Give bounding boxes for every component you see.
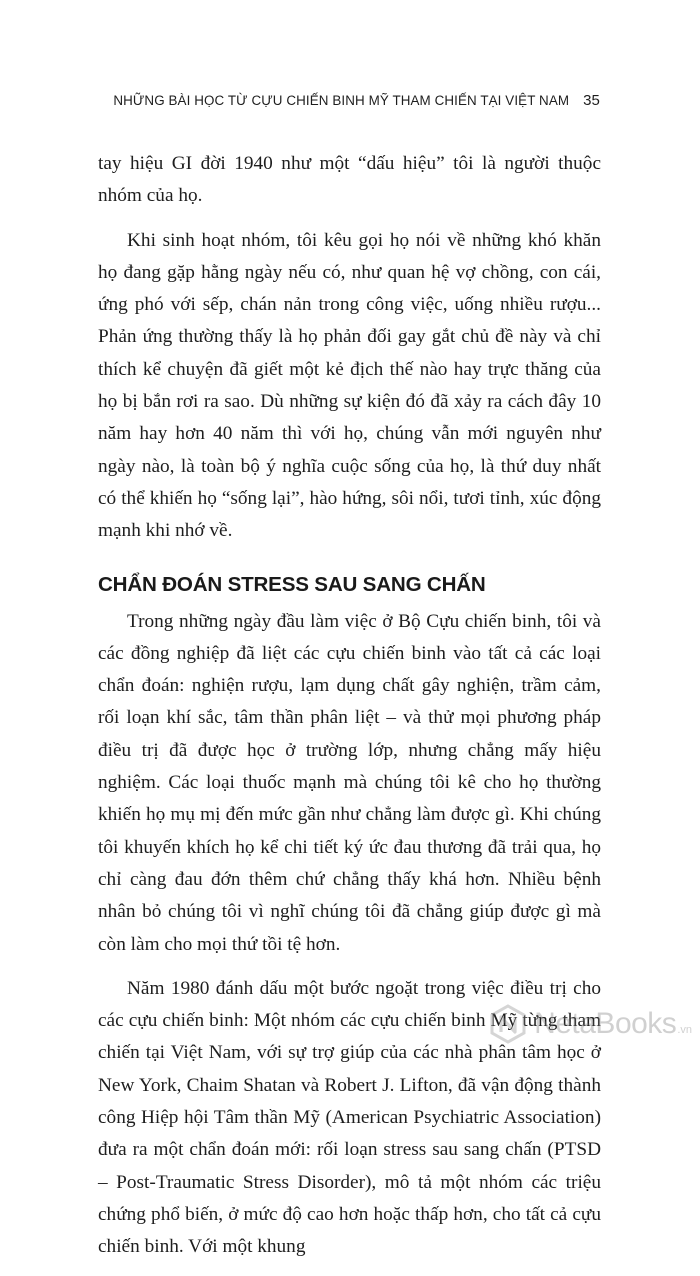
paragraph: Trong những ngày đầu làm việc ở Bộ Cựu chiến binh, tôi và các đồng nghiệp đã liệt các cựu chiến binh vào tất cả các loại chẩn đoán: nghiện rượu, lạm dụng chất gây nghiện, trầm cảm, rối loạn khí sắc, tâm thần phân liệt – và thử mọi phương pháp điều trị đã được học ở trường lớp, nhưng chẳng mấy hiệu nghiệm. Các loại thuốc mạnh mà chúng tôi kê cho họ thường khiến họ mụ mị đến mức gần như chẳng làm được gì. Khi chúng tôi khuyến khích họ kể chi tiết ký ức đau thương đã trải qua, họ chỉ càng đau đớn thêm chứ chẳng thấy khá hơn. Nhiều bệnh nhân bỏ chúng tôi vì nghĩ chúng tôi đã chẳng giúp được gì mà còn làm cho mọi thứ tồi tệ hơn. (98, 610, 601, 955)
section-heading: CHẨN ĐOÁN STRESS SAU SANG CHẤN (98, 572, 486, 596)
paragraph-continuation: tay hiệu GI đời 1940 như một “dấu hiệu” tôi là người thuộc nhóm của họ. (98, 153, 601, 207)
body-text (98, 148, 601, 1276)
watermark-brand: NetaBooks (534, 1007, 677, 1040)
page-number: 35 (583, 92, 600, 109)
paragraph: Năm 1980 đánh dấu một bước ngoặt trong việc điều trị cho các cựu chiến binh: Một nhóm các cựu chiến binh Mỹ từng tham chiến tại Việt Nam, với sự trợ giúp của các nhà phân tâm học ở New York, Chaim Shatan và Robert J. Lifton, đã vận động thành công Hiệp hội Tâm thần Mỹ (American Psychiatric Association) đưa ra một chẩn đoán mới: rối loạn stress sau sang chấn (PTSD – Post-Traumatic Stress Disorder), mô tả một nhóm các triệu chứng phổ biến, ở mức độ cao hơn hoặc thấp hơn, cho tất cả cựu chiến binh. Với một khung (98, 977, 601, 1258)
watermark (488, 1004, 692, 1044)
running-header (60, 92, 600, 109)
watermark-suffix: .vn (677, 1024, 692, 1036)
n-logo-icon (488, 1004, 528, 1044)
running-title: NHỮNG BÀI HỌC TỪ CỰU CHIẾN BINH MỸ THAM CHIẾN TẠI VIỆT NAM (113, 93, 570, 108)
paragraph: Khi sinh hoạt nhóm, tôi kêu gọi họ nói về những khó khăn họ đang gặp hằng ngày nếu có, như quan hệ vợ chồng, con cái, ứng phó với sếp, chán nản trong công việc, uống nhiều rượu... Phản ứng thường thấy là họ phản đối gay gắt chủ đề này và chỉ thích kể chuyện đã giết một kẻ địch thế nào hay trực thăng của họ bị bắn rơi ra sao. Dù những sự kiện đó đã xảy ra cách đây 10 năm hay hơn 40 năm thì với họ, chúng vẫn mới nguyên như ngày nào, là toàn bộ ý nghĩa cuộc sống của họ, là thứ duy nhất có thể khiến họ “sống lại”, hào hứng, sôi nổi, tươi tỉnh, xúc động mạnh khi nhớ về. (98, 229, 601, 542)
